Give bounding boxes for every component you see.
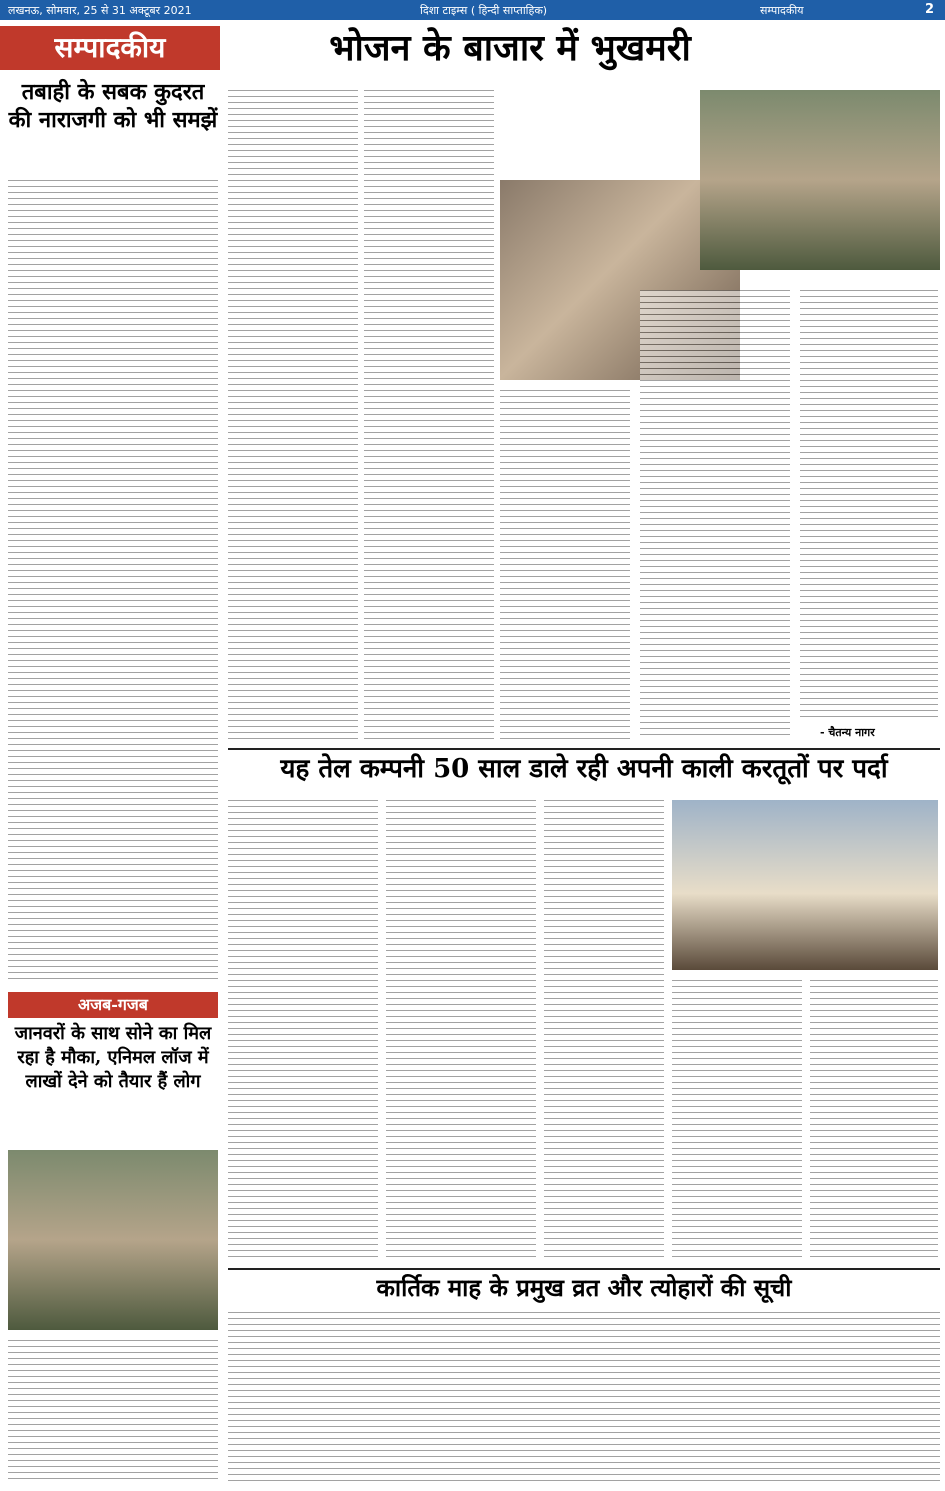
headline-a2: भोजन के बाजार में भुखमरी bbox=[329, 27, 691, 69]
byline: - चैतन्य नागर bbox=[820, 726, 875, 739]
masthead-date: लखनऊ, सोमवार, 25 से 31 अक्टूबर 2021 bbox=[8, 4, 192, 17]
editorial-banner: सम्पादकीय bbox=[0, 26, 220, 70]
body-a5 bbox=[228, 1312, 940, 1482]
masthead-title: दिशा टाइम्स ( हिन्दी साप्ताहिक) bbox=[420, 4, 548, 17]
body-a3-col3 bbox=[544, 800, 664, 1260]
headline-a3: यह तेल कम्पनी 50 साल डाले रही अपनी काली करतूतों पर पर्दा bbox=[280, 754, 888, 784]
body-a3-col5 bbox=[810, 980, 938, 1260]
photo-refinery bbox=[672, 800, 938, 970]
headline-a4: जानवरों के साथ सोने का मिल रहा है मौका, एनिमल लॉज में लाखों देने को तैयार हैं लोग bbox=[14, 1023, 212, 1092]
body-a2-col3 bbox=[500, 390, 630, 740]
body-a3-col2 bbox=[386, 800, 536, 1260]
body-a2-col2 bbox=[364, 90, 494, 740]
headline-a5: कार्तिक माह के प्रमुख व्रत और त्योहारों की सूची bbox=[376, 1273, 792, 1302]
body-a2-col1 bbox=[228, 90, 358, 740]
body-a2-col4 bbox=[640, 290, 790, 740]
headline-a1: तबाही के सबक कुदरत की नाराजगी को भी समझें bbox=[8, 79, 218, 133]
photo-children bbox=[700, 90, 940, 270]
photo-lodge bbox=[8, 1150, 218, 1330]
body-a2-col5 bbox=[800, 290, 938, 720]
masthead-section: सम्पादकीय bbox=[760, 4, 804, 17]
body-a4 bbox=[8, 1340, 218, 1480]
body-a3-col4 bbox=[672, 980, 802, 1260]
body-a3-col1 bbox=[228, 800, 378, 1260]
body-a1 bbox=[8, 180, 218, 980]
page-number: 2 bbox=[925, 2, 935, 17]
divider-1 bbox=[228, 748, 940, 750]
divider-2 bbox=[228, 1268, 940, 1270]
section-label: अजब-गजब bbox=[8, 992, 218, 1018]
